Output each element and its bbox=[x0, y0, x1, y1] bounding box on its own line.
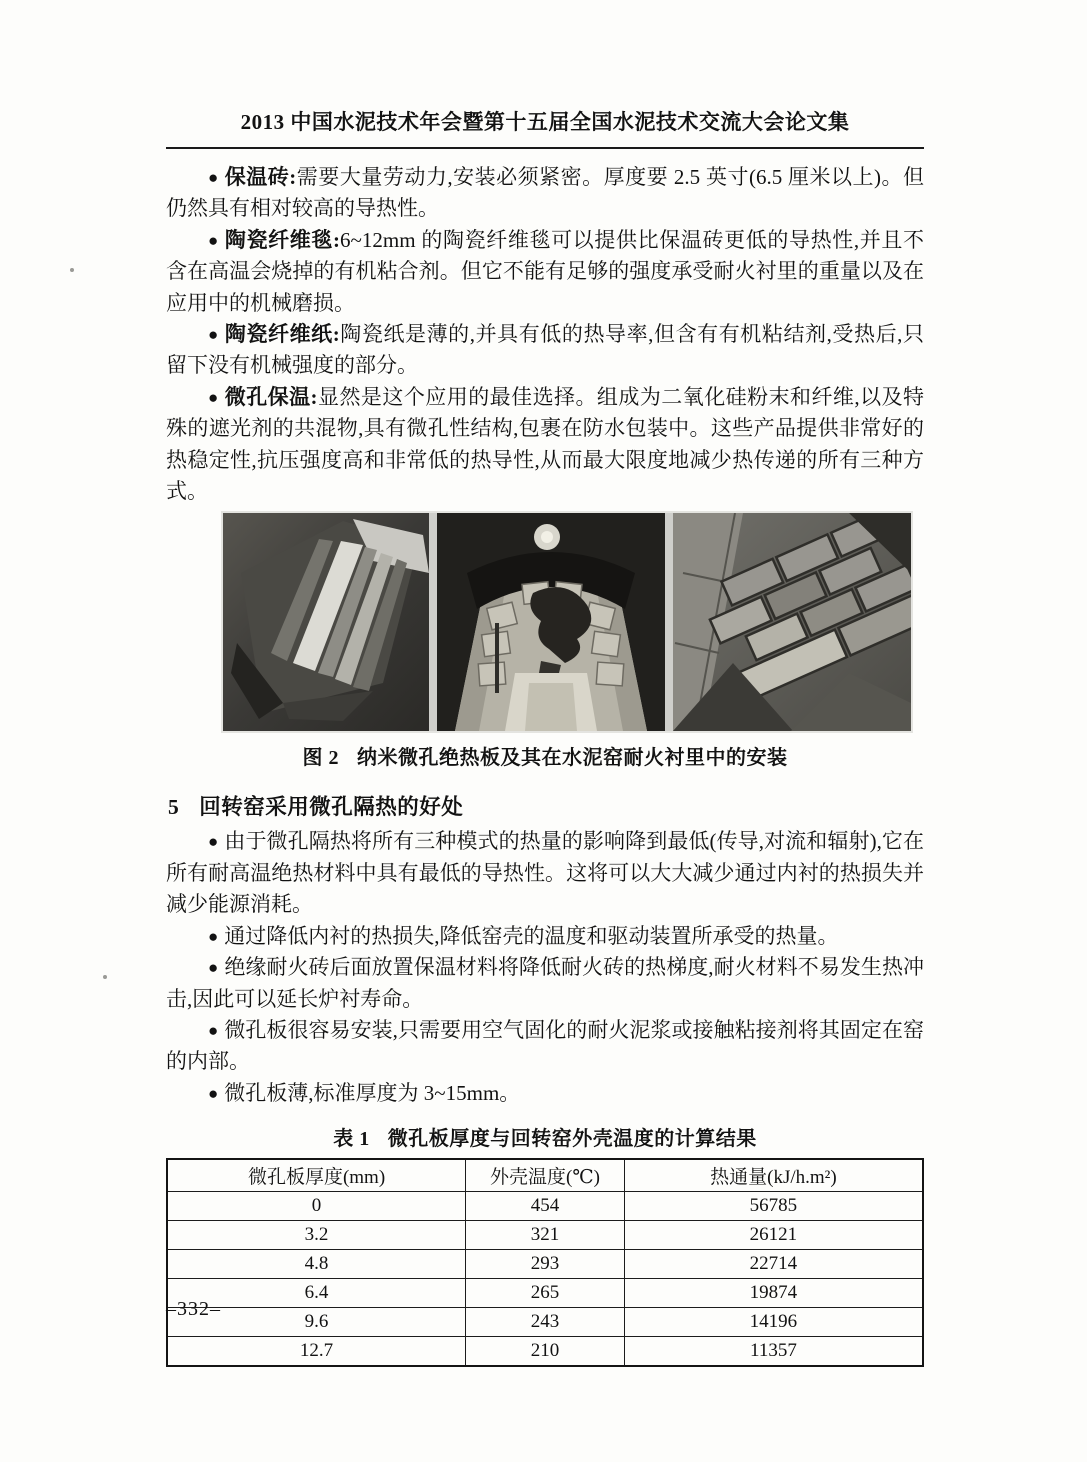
table-cell: 26121 bbox=[624, 1221, 923, 1250]
header-rule bbox=[166, 147, 924, 149]
bullet-icon: ● bbox=[208, 168, 219, 187]
table-header-cell: 微孔板厚度(mm) bbox=[167, 1159, 466, 1192]
figure-caption bbox=[166, 741, 924, 770]
section-title: 回转窑采用微孔隔热的好处 bbox=[199, 795, 464, 820]
table-label: 表 1 bbox=[333, 1128, 370, 1151]
table-cell: 265 bbox=[466, 1279, 625, 1308]
photo-kiln-interior-installation bbox=[437, 513, 665, 731]
bullet-lead: 微孔保温: bbox=[224, 384, 318, 409]
photo-microporous-insulation-boards bbox=[223, 513, 429, 731]
bullet-icon: ● bbox=[208, 230, 219, 250]
table-cell: 56785 bbox=[624, 1192, 923, 1221]
table-cell: 243 bbox=[466, 1308, 625, 1337]
bullet-lead: 陶瓷纤维毯: bbox=[224, 227, 341, 252]
bullet-paragraph bbox=[166, 1078, 924, 1109]
table-cell: 12.7 bbox=[167, 1337, 466, 1367]
table-header-row bbox=[167, 1159, 923, 1192]
table-cell: 0 bbox=[167, 1192, 466, 1221]
scan-speck bbox=[70, 268, 74, 272]
table-cell: 9.6 bbox=[167, 1308, 466, 1337]
bullet-text: 由于微孔隔热将所有三种模式的热量的影响降到最低(传导,对流和辐射),它在所有耐高温绝热材料中具有最低的导热性。这将可以大大减少通过内衬的热损失并减少能源消耗。 bbox=[166, 829, 925, 917]
table-header-cell: 外壳温度(℃) bbox=[466, 1159, 625, 1192]
bullet-paragraph bbox=[166, 826, 924, 920]
benefit-bullet-list bbox=[166, 826, 924, 1109]
bullet-text: 需要大量劳动力,安装必须紧密。厚度要 2.5 英寸(6.5 厘米以上)。但仍然具有相对较高的导热性。 bbox=[166, 165, 924, 221]
table-row bbox=[167, 1308, 923, 1337]
bullet-icon: ● bbox=[208, 958, 219, 978]
table-row bbox=[167, 1192, 923, 1221]
bullet-paragraph bbox=[166, 952, 924, 1015]
bullet-paragraph bbox=[166, 382, 924, 508]
figure-2-photos bbox=[223, 513, 911, 731]
table-body bbox=[167, 1192, 923, 1367]
table-cell: 6.4 bbox=[167, 1279, 466, 1308]
bullet-icon: ● bbox=[208, 387, 219, 407]
section-number: 5 bbox=[168, 795, 180, 820]
bullet-paragraph bbox=[166, 319, 924, 382]
bullet-paragraph bbox=[166, 225, 924, 319]
table-cell: 14196 bbox=[624, 1308, 923, 1337]
figure-caption-text: 纳米微孔绝热板及其在水泥窑耐火衬里中的安装 bbox=[357, 747, 788, 770]
bullet-lead: 保温砖: bbox=[224, 165, 297, 189]
bullet-icon: ● bbox=[208, 325, 219, 345]
table-row bbox=[167, 1337, 923, 1367]
bullet-paragraph bbox=[166, 921, 924, 952]
table-cell: 11357 bbox=[624, 1337, 923, 1367]
table-header-cell: 热通量(kJ/h.m²) bbox=[624, 1159, 923, 1192]
table-caption bbox=[166, 1122, 924, 1151]
bullet-text: 6~12mm 的陶瓷纤维毯可以提供比保温砖更低的导热性,并且不含在高温会烧掉的有机粘合剂。但它不能有足够的强度承受耐火衬里的重量以及在应用中的机械磨损。 bbox=[166, 227, 924, 315]
table-cell: 210 bbox=[466, 1337, 625, 1367]
table-row bbox=[167, 1279, 923, 1308]
bullet-text: 微孔板薄,标准厚度为 3~15mm。 bbox=[224, 1080, 521, 1105]
intro-bullet-list bbox=[166, 162, 924, 507]
bullet-icon: ● bbox=[208, 832, 219, 852]
table-cell: 321 bbox=[466, 1221, 625, 1250]
table-cell: 3.2 bbox=[167, 1221, 466, 1250]
bullet-text: 绝缘耐火砖后面放置保温材料将降低耐火砖的热梯度,耐火材料不易发生热冲击,因此可以延长炉衬寿命。 bbox=[166, 955, 924, 1011]
table-cell: 454 bbox=[466, 1192, 625, 1221]
table-1 bbox=[166, 1158, 924, 1367]
figure-label: 图 2 bbox=[302, 747, 339, 770]
bullet-icon: ● bbox=[208, 926, 219, 946]
bullet-text: 陶瓷纸是薄的,并具有低的热导率,但含有有机粘结剂,受热后,只留下没有机械强度的部分。 bbox=[166, 322, 924, 378]
table-row bbox=[167, 1221, 923, 1250]
photo-refractory-brick-lining bbox=[673, 513, 911, 731]
page-header-title: 2013 中国水泥技术年会暨第十五届全国水泥技术交流大会论文集 bbox=[240, 110, 850, 134]
bullet-lead: 陶瓷纤维纸: bbox=[224, 322, 340, 347]
scan-speck bbox=[103, 975, 107, 979]
section-heading bbox=[168, 790, 924, 821]
bullet-text: 显然是这个应用的最佳选择。组成为二氧化硅粉末和纤维,以及特殊的遮光剂的共混物,具有微孔性结构,包裹在防水包装中。这些产品提供非常好的热稳定性,抗压强度高和非常低的热导性,从而最大限度地减少热传递的所有三种方式。 bbox=[166, 384, 925, 504]
table-cell: 19874 bbox=[624, 1279, 923, 1308]
bullet-paragraph bbox=[166, 162, 924, 225]
table-row bbox=[167, 1250, 923, 1279]
bullet-text: 通过降低内衬的热损失,降低窑壳的温度和驱动装置所承受的热量。 bbox=[224, 923, 839, 948]
table-cell: 4.8 bbox=[167, 1250, 466, 1279]
bullet-icon: ● bbox=[208, 1083, 219, 1103]
bullet-paragraph bbox=[166, 1015, 924, 1078]
page-number: –332– bbox=[166, 1298, 221, 1320]
table-cell: 22714 bbox=[624, 1250, 923, 1279]
table-cell: 293 bbox=[466, 1250, 625, 1279]
table-caption-text: 微孔板厚度与回转窑外壳温度的计算结果 bbox=[387, 1128, 757, 1151]
page-content bbox=[166, 106, 924, 1367]
bullet-text: 微孔板很容易安装,只需要用空气固化的耐火泥浆或接触粘接剂将其固定在窑的内部。 bbox=[166, 1017, 924, 1074]
bullet-icon: ● bbox=[208, 1020, 219, 1040]
